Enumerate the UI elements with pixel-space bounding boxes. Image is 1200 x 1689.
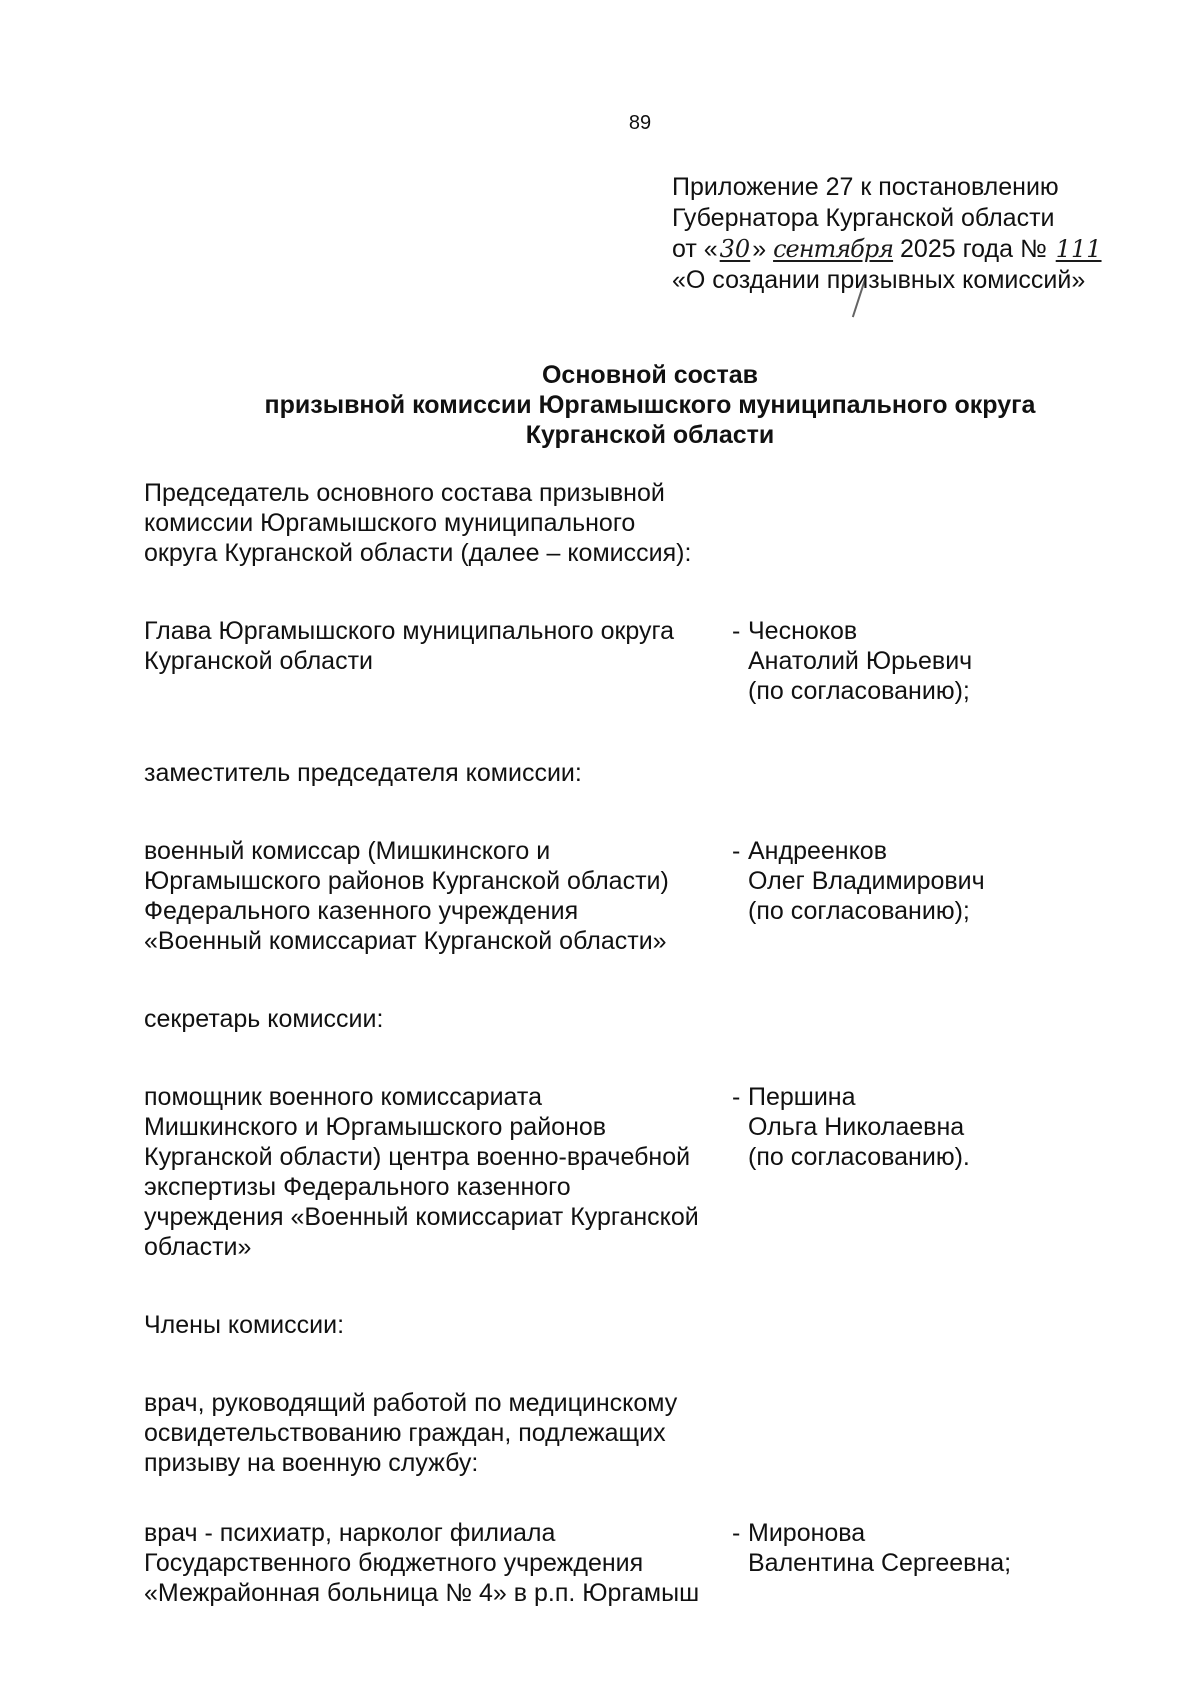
handwritten-month: сентября bbox=[773, 235, 894, 263]
doctor-position-line-3: «Межрайонная больница № 4» в р.п. Юргамыш bbox=[144, 1579, 700, 1607]
doctor-position-line-2: Государственного бюджетного учреждения bbox=[144, 1549, 644, 1577]
doctor-heading bbox=[144, 1388, 1124, 1478]
deputy-surname: Андреенков bbox=[748, 837, 887, 865]
doctor-person bbox=[726, 1518, 1106, 1578]
doctor-heading-line-3: призыву на военную службу: bbox=[144, 1449, 479, 1477]
commission-list bbox=[144, 478, 1124, 1608]
secretary-entry bbox=[144, 1082, 1124, 1262]
deputy-position-line-4: «Военный комиссариат Курганской области» bbox=[144, 927, 667, 955]
secretary-heading bbox=[144, 1004, 1124, 1034]
page-number: 89 bbox=[628, 112, 652, 134]
deputy-position-line-1: военный комиссар (Мишкинского и bbox=[144, 837, 551, 865]
title-line-2: призывной комиссии Юргамышского муниципального округа bbox=[264, 391, 1036, 419]
doctor-name: Валентина Сергеевна; bbox=[748, 1549, 1012, 1577]
secretary-position-line-5: учреждения «Военный комиссариат Курганской bbox=[144, 1203, 699, 1231]
chair-dash: - bbox=[732, 617, 741, 645]
chair-person bbox=[726, 616, 1106, 706]
members-heading bbox=[144, 1310, 1124, 1340]
secretary-surname: Першина bbox=[748, 1083, 856, 1111]
title-line-1: Основной состав bbox=[541, 361, 759, 389]
secretary-position bbox=[144, 1082, 726, 1262]
doctor-position bbox=[144, 1518, 726, 1608]
doctor-dash: - bbox=[732, 1519, 741, 1547]
date-year: 2025 года № bbox=[893, 235, 1054, 263]
chair-entry bbox=[144, 616, 1124, 706]
handwritten-doc-number: 111 bbox=[1055, 235, 1102, 263]
deputy-note: (по согласованию); bbox=[748, 897, 970, 925]
secretary-position-line-2: Мишкинского и Юргамышского районов bbox=[144, 1113, 607, 1141]
deputy-entry bbox=[144, 836, 1124, 956]
chair-heading-line-2: комиссии Юргамышского муниципального bbox=[144, 509, 636, 537]
deputy-position-line-2: Юргамышского районов Курганской области) bbox=[144, 867, 669, 895]
appendix-date-line bbox=[672, 234, 1172, 265]
chair-note: (по согласованию); bbox=[748, 677, 970, 705]
secretary-position-line-3: Курганской области) центра военно-врачебной bbox=[144, 1143, 691, 1171]
chair-name: Анатолий Юрьевич bbox=[748, 647, 973, 675]
deputy-position bbox=[144, 836, 726, 956]
secretary-person bbox=[726, 1082, 1106, 1172]
chair-heading-line-1: Председатель основного состава призывной bbox=[144, 479, 665, 507]
secretary-position-line-6: области» bbox=[144, 1233, 252, 1261]
secretary-heading-text: секретарь комиссии: bbox=[144, 1005, 384, 1033]
title-line-3: Курганской области bbox=[525, 421, 775, 449]
date-mid: » bbox=[752, 235, 774, 263]
secretary-position-line-1: помощник военного комиссариата bbox=[144, 1083, 542, 1111]
deputy-person bbox=[726, 836, 1106, 926]
doctor-heading-line-1: врач, руководящий работой по медицинскому bbox=[144, 1389, 678, 1417]
chair-heading bbox=[144, 478, 1124, 568]
chair-heading-line-3: округа Курганской области (далее – комиссия): bbox=[144, 539, 692, 567]
deputy-heading bbox=[144, 758, 1124, 788]
chair-surname: Чесноков bbox=[748, 617, 858, 645]
handwritten-day: 30 bbox=[719, 235, 751, 263]
document-title bbox=[160, 360, 1140, 450]
chair-position bbox=[144, 616, 726, 676]
date-prefix: от « bbox=[672, 235, 718, 263]
appendix-line-2: Губернатора Курганской области bbox=[672, 204, 1055, 232]
members-heading-text: Члены комиссии: bbox=[144, 1311, 345, 1339]
doctor-entry bbox=[144, 1518, 1124, 1608]
secretary-note: (по согласованию). bbox=[748, 1143, 970, 1171]
appendix-block bbox=[672, 172, 1172, 296]
deputy-position-line-3: Федерального казенного учреждения bbox=[144, 897, 579, 925]
appendix-line-4: «О создании призывных комиссий» bbox=[672, 266, 1086, 294]
chair-position-line-2: Курганской области bbox=[144, 647, 374, 675]
secretary-name: Ольга Николаевна bbox=[748, 1113, 965, 1141]
secretary-dash: - bbox=[732, 1083, 741, 1111]
deputy-heading-text: заместитель председателя комиссии: bbox=[144, 759, 582, 787]
chair-position-line-1: Глава Юргамышского муниципального округа bbox=[144, 617, 675, 645]
doctor-position-line-1: врач - психиатр, нарколог филиала bbox=[144, 1519, 556, 1547]
deputy-name: Олег Владимирович bbox=[748, 867, 985, 895]
secretary-position-line-4: экспертизы Федерального казенного bbox=[144, 1173, 571, 1201]
doctor-heading-line-2: освидетельствованию граждан, подлежащих bbox=[144, 1419, 666, 1447]
doctor-surname: Миронова bbox=[748, 1519, 866, 1547]
appendix-line-1: Приложение 27 к постановлению bbox=[672, 173, 1059, 201]
deputy-dash: - bbox=[732, 837, 741, 865]
